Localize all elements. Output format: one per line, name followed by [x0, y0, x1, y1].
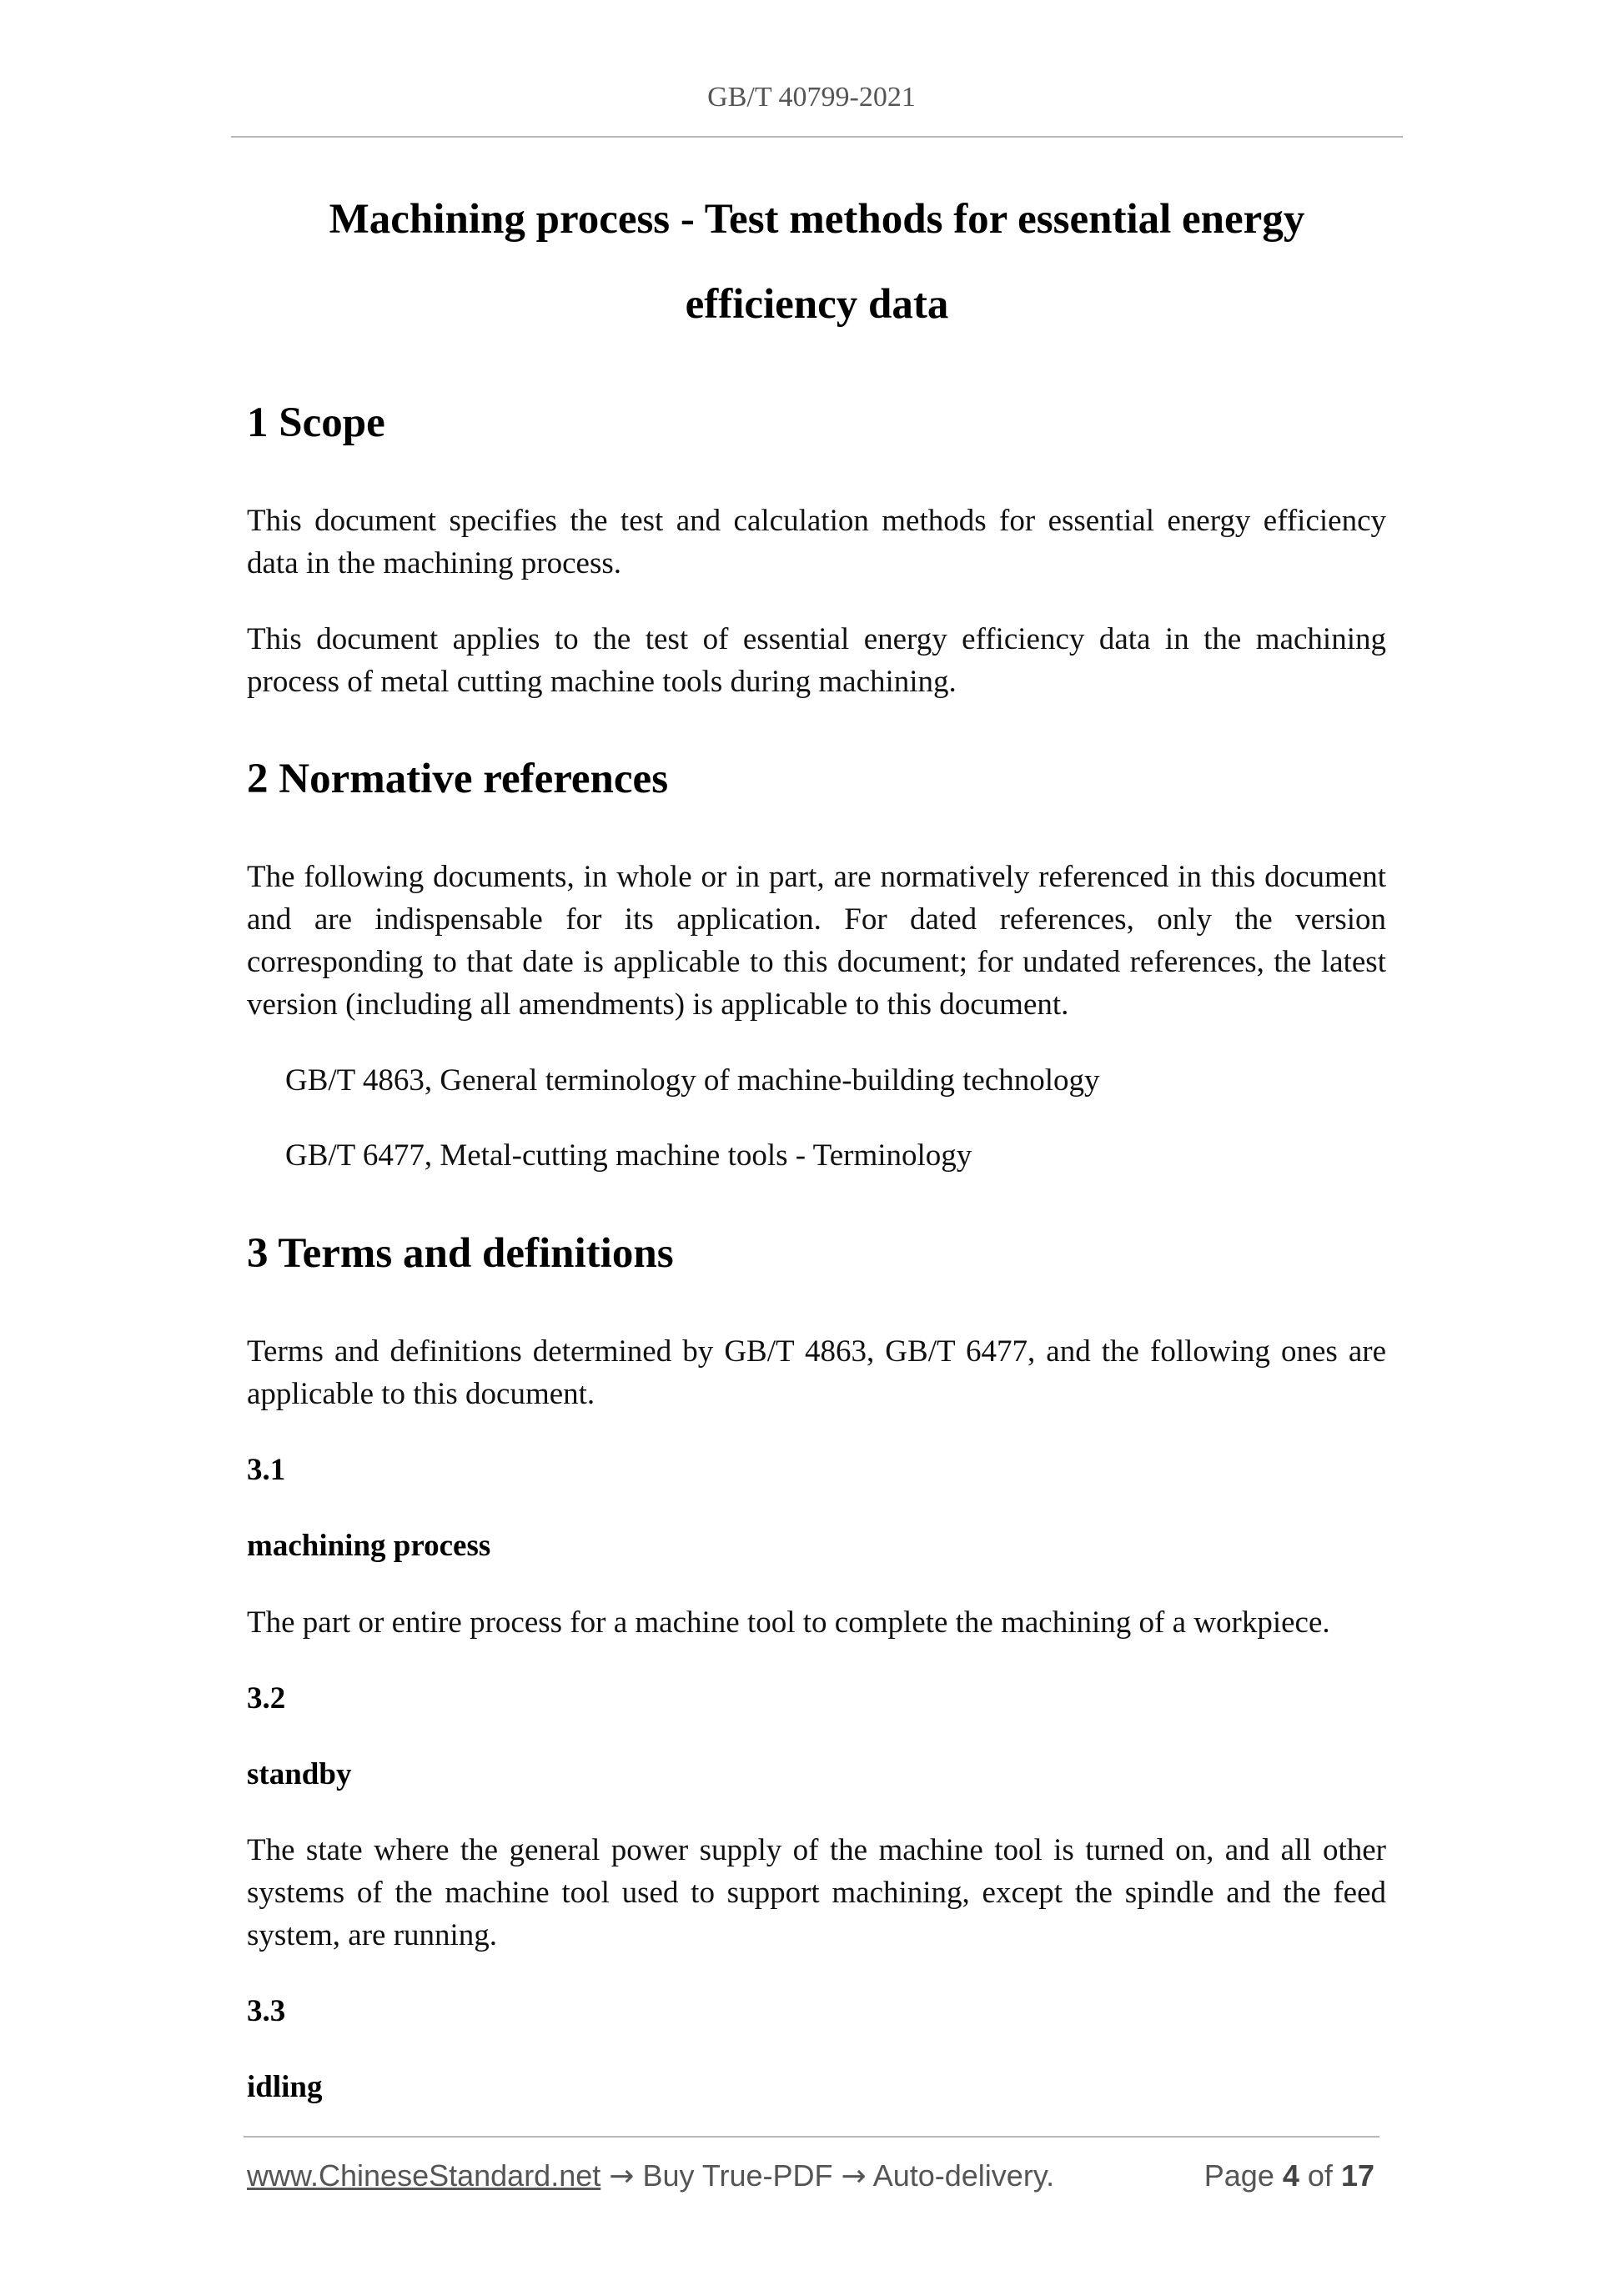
- section-heading-normative-references: 2 Normative references: [247, 756, 669, 802]
- document-title-line-1: Machining process - Test methods for essential energy: [329, 196, 1305, 243]
- footer-promo: [247, 2158, 1054, 2193]
- chinesestandard-link[interactable]: www.ChineseStandard.net: [247, 2158, 601, 2193]
- page-footer: [247, 2158, 1386, 2200]
- buy-pdf-text: Buy True-PDF: [642, 2158, 833, 2193]
- arrow-right-icon: →: [609, 2159, 635, 2193]
- page-label: Page: [1203, 2158, 1274, 2193]
- page-of-label: of: [1307, 2158, 1333, 2193]
- scope-paragraph-2: This document applies to the test of essential energy efficiency data in the machining process of metal cutting machine tools during machining.: [247, 622, 1386, 699]
- term-definition: The part or entire process for a machine tool to complete the machining of a workpiece.: [247, 1605, 1330, 1640]
- header-divider: [231, 136, 1403, 138]
- normative-paragraph: The following documents, in whole or in part, are normatively referenced in this document and are indispensable for its application. For dated references, only the version corresponding to that date is applicable to this document; for undated references, the latest version (including all amendments) is applicable to this document.: [247, 860, 1386, 1022]
- term-number: 3.2: [247, 1681, 286, 1716]
- term-name: idling: [247, 2070, 323, 2104]
- footer-divider: [244, 2136, 1379, 2138]
- running-header: GB/T 40799-2021: [707, 82, 916, 113]
- normative-reference-item: GB/T 6477, Metal-cutting machine tools - Terminology: [285, 1138, 972, 1173]
- term-name: machining process: [247, 1529, 491, 1563]
- term-name: standby: [247, 1757, 352, 1791]
- page-indicator: [1204, 2158, 1374, 2193]
- document-title-line-2: efficiency data: [685, 281, 949, 328]
- normative-reference-item: GB/T 4863, General terminology of machine-building technology: [285, 1063, 1100, 1098]
- arrow-right-icon: →: [841, 2159, 867, 2193]
- section-heading-scope: 1 Scope: [247, 399, 385, 446]
- page-total: 17: [1340, 2158, 1374, 2193]
- terms-intro-paragraph: Terms and definitions determined by GB/T 4863, GB/T 6477, and the following ones are applicable to this document.: [247, 1334, 1386, 1411]
- term-definition: The state where the general power supply of the machine tool is turned on, and all other systems of the machine tool used to support machining, except the spindle and the feed system, are running.: [247, 1833, 1386, 1952]
- auto-delivery-text: Auto-delivery.: [872, 2158, 1055, 2193]
- term-number: 3.3: [247, 1994, 286, 2028]
- page-current: 4: [1282, 2158, 1299, 2193]
- scope-paragraph-1: This document specifies the test and calculation methods for essential energy efficiency data in the machining process.: [247, 504, 1386, 580]
- section-heading-terms-and-definitions: 3 Terms and definitions: [247, 1230, 674, 1277]
- term-number: 3.1: [247, 1453, 286, 1487]
